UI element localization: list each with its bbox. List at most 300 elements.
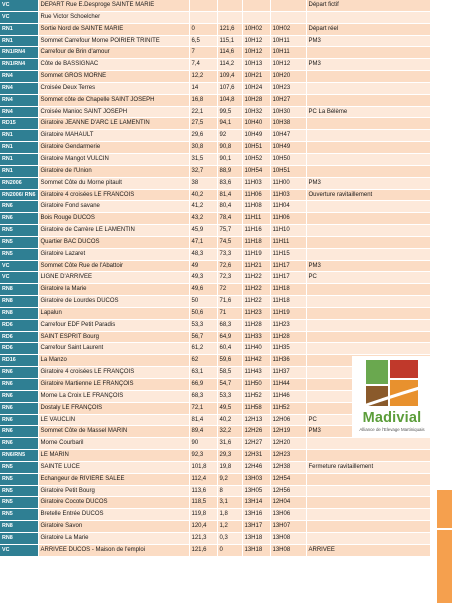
route-code-cell: RN6 (0, 402, 38, 414)
km-done-cell: 49,6 (189, 284, 217, 296)
time-slow-cell: 10H47 (270, 130, 306, 142)
location-cell: Sommet Côte de Massel MARIN (38, 426, 189, 438)
table-row (0, 47, 430, 59)
location-cell: Giratoire de Carrère LE LAMENTIN (38, 225, 189, 237)
note-cell: PC (306, 272, 430, 284)
note-cell: PM3 (306, 59, 430, 71)
route-code-cell: RN4 (0, 94, 38, 106)
time-fast-cell: 12H31 (242, 450, 270, 462)
km-done-cell: 16,8 (189, 94, 217, 106)
time-fast-cell: 11H11 (242, 213, 270, 225)
km-done-cell: 53,3 (189, 319, 217, 331)
time-fast-cell: 12H13 (242, 414, 270, 426)
km-done-cell: 68,3 (189, 390, 217, 402)
km-done-cell: 14 (189, 82, 217, 94)
location-cell: Sommet Côte du Morne pitault (38, 177, 189, 189)
time-fast-cell: 11H40 (242, 343, 270, 355)
km-left-cell: 60,4 (217, 343, 242, 355)
time-fast-cell: 10H12 (242, 35, 270, 47)
location-cell: Carrefour Saint Laurent (38, 343, 189, 355)
note-cell (306, 284, 430, 296)
note-cell: PM3 (306, 177, 430, 189)
route-code-cell: RN1 (0, 23, 38, 35)
km-done-cell: 47,1 (189, 236, 217, 248)
time-fast-cell: 10H32 (242, 106, 270, 118)
location-cell: Giratoire Gendarmerie (38, 142, 189, 154)
table-row (0, 296, 430, 308)
time-slow-cell: 10H49 (270, 142, 306, 154)
location-cell: LIGNE D'ARRIVEE (38, 272, 189, 284)
km-done-cell: 41,2 (189, 201, 217, 213)
time-fast-cell: 13H17 (242, 521, 270, 533)
km-done-cell: 120,4 (189, 521, 217, 533)
location-cell: Sortie Nord de SAINTE MARIE (38, 23, 189, 35)
time-fast-cell: 11H33 (242, 331, 270, 343)
time-slow-cell: 13H08 (270, 544, 306, 556)
time-slow-cell: 12H06 (270, 414, 306, 426)
km-done-cell: 22,1 (189, 106, 217, 118)
location-cell: Côte de BASSIGNAC (38, 59, 189, 71)
location-cell: Giratoire JEANNE D'ARC LE LAMENTIN (38, 118, 189, 130)
table-row (0, 331, 430, 343)
route-code-cell: RN8 (0, 307, 38, 319)
route-code-cell: RN4 (0, 82, 38, 94)
table-row (0, 213, 430, 225)
note-cell (306, 319, 430, 331)
km-done-cell: 7 (189, 47, 217, 59)
km-done-cell: 38 (189, 177, 217, 189)
km-left-cell: 64,9 (217, 331, 242, 343)
table-row (0, 142, 430, 154)
route-code-cell: RN6 (0, 201, 38, 213)
km-left-cell: 78,4 (217, 213, 242, 225)
time-fast-cell: 13H14 (242, 497, 270, 509)
location-cell: Giratoire Fond savane (38, 201, 189, 213)
route-code-cell: RD16 (0, 355, 38, 367)
time-fast-cell: 11H08 (242, 201, 270, 213)
table-row (0, 153, 430, 165)
table-row (0, 225, 430, 237)
time-fast-cell: 13H18 (242, 532, 270, 544)
time-fast-cell: 10H21 (242, 71, 270, 83)
route-code-cell: RN8 (0, 532, 38, 544)
km-done-cell: 40,2 (189, 189, 217, 201)
km-done-cell: 12,2 (189, 71, 217, 83)
table-row (0, 307, 430, 319)
location-cell: Giratoire la Marie (38, 284, 189, 296)
time-fast-cell: 12H26 (242, 426, 270, 438)
time-slow-cell: 10H23 (270, 82, 306, 94)
note-cell (306, 473, 430, 485)
km-done-cell: 66,9 (189, 379, 217, 391)
location-cell: Carrefour EDF Petit Paradis (38, 319, 189, 331)
note-cell (306, 532, 430, 544)
time-fast-cell: 11H23 (242, 307, 270, 319)
location-cell: Giratoire Petit Bourg (38, 485, 189, 497)
time-fast-cell: 11H58 (242, 402, 270, 414)
km-left-cell: 115,1 (217, 35, 242, 47)
table-row (0, 106, 430, 118)
route-code-cell: RD6 (0, 343, 38, 355)
note-cell: Fermeture ravitaillement (306, 461, 430, 473)
time-slow-cell: 12H20 (270, 438, 306, 450)
km-left-cell: 72,3 (217, 272, 242, 284)
route-code-cell: VC (0, 544, 38, 556)
location-cell: SAINT ESPRIT Bourg (38, 331, 189, 343)
time-slow-cell: 11H17 (270, 260, 306, 272)
time-slow-cell: 10H27 (270, 94, 306, 106)
location-cell: Giratoire de l'Union (38, 165, 189, 177)
time-fast-cell: 10H51 (242, 142, 270, 154)
table-row (0, 11, 430, 23)
note-cell (306, 236, 430, 248)
route-code-cell: RN5 (0, 509, 38, 521)
note-cell (306, 153, 430, 165)
table-row (0, 485, 430, 497)
note-cell (306, 142, 430, 154)
table-row (0, 59, 430, 71)
route-code-cell: VC (0, 11, 38, 23)
route-code-cell: VC (0, 260, 38, 272)
km-left-cell: 71,6 (217, 296, 242, 308)
location-cell: Sommet côte de Chapelle SAINT JOSEPH (38, 94, 189, 106)
km-left-cell: 90,8 (217, 142, 242, 154)
time-slow-cell: 11H23 (270, 319, 306, 331)
table-row (0, 118, 430, 130)
time-slow-cell: 11H03 (270, 189, 306, 201)
km-left-cell: 80,4 (217, 201, 242, 213)
location-cell: Giratoire Mangot VULCIN (38, 153, 189, 165)
location-cell: Morne Courbaril (38, 438, 189, 450)
km-done-cell: 62 (189, 355, 217, 367)
location-cell: Giratoire Cocote DUCOS (38, 497, 189, 509)
time-slow-cell: 11H11 (270, 236, 306, 248)
time-slow-cell: 11H17 (270, 272, 306, 284)
note-cell: PC (306, 414, 430, 426)
madivial-logo (352, 356, 432, 438)
note-cell (306, 11, 430, 23)
time-fast-cell: 11H06 (242, 189, 270, 201)
km-done-cell: 81,4 (189, 414, 217, 426)
time-slow-cell (270, 11, 306, 23)
table-row (0, 201, 430, 213)
route-code-cell: RN6 (0, 438, 38, 450)
location-cell: Bois Rouge DUCOS (38, 213, 189, 225)
time-fast-cell: 11H18 (242, 236, 270, 248)
route-code-cell: RN5 (0, 461, 38, 473)
time-slow-cell: 11H44 (270, 379, 306, 391)
location-cell: Sommet Carrefour Morne POIRIER TRINITE (38, 35, 189, 47)
km-done-cell: 72,1 (189, 402, 217, 414)
time-fast-cell: 13H16 (242, 509, 270, 521)
time-slow-cell: 11H00 (270, 177, 306, 189)
note-cell (306, 307, 430, 319)
km-left-cell: 31,6 (217, 438, 242, 450)
note-cell: PM3 (306, 35, 430, 47)
km-done-cell: 0 (189, 23, 217, 35)
km-done-cell: 30,8 (189, 142, 217, 154)
table-row (0, 130, 430, 142)
km-left-cell: 88,9 (217, 165, 242, 177)
time-fast-cell: 11H22 (242, 296, 270, 308)
location-cell: LE MARIN (38, 450, 189, 462)
note-cell: Départ réel (306, 23, 430, 35)
time-slow-cell: 10H38 (270, 118, 306, 130)
location-cell: Lapalun (38, 307, 189, 319)
time-slow-cell: 10H20 (270, 71, 306, 83)
km-done-cell: 89,4 (189, 426, 217, 438)
time-slow-cell (270, 0, 306, 11)
time-slow-cell: 11H28 (270, 331, 306, 343)
km-left-cell (217, 11, 242, 23)
logo-mark-icon (352, 356, 432, 410)
route-code-cell: RN1 (0, 130, 38, 142)
time-fast-cell: 11H52 (242, 390, 270, 402)
table-row (0, 521, 430, 533)
time-slow-cell: 12H23 (270, 450, 306, 462)
note-cell: Ouverture ravitaillement (306, 189, 430, 201)
note-cell (306, 118, 430, 130)
time-slow-cell: 11H35 (270, 343, 306, 355)
table-row (0, 532, 430, 544)
route-code-cell: RN5 (0, 248, 38, 260)
time-fast-cell: 11H43 (242, 367, 270, 379)
km-done-cell (189, 11, 217, 23)
km-left-cell: 9,2 (217, 473, 242, 485)
route-code-cell: RN8 (0, 521, 38, 533)
km-done-cell: 61,2 (189, 343, 217, 355)
note-cell: PM3 (306, 260, 430, 272)
time-slow-cell: 11H46 (270, 390, 306, 402)
route-code-cell: RN6 (0, 213, 38, 225)
note-cell (306, 521, 430, 533)
location-cell: Carrefour de Brin d'amour (38, 47, 189, 59)
km-left-cell: 1,8 (217, 509, 242, 521)
logo-square-red (390, 360, 418, 378)
note-cell (306, 71, 430, 83)
time-fast-cell: 11H22 (242, 272, 270, 284)
route-code-cell: RN6 (0, 426, 38, 438)
table-row (0, 272, 430, 284)
location-cell: Giratoire Martienne LE FRANÇOIS (38, 379, 189, 391)
note-cell (306, 47, 430, 59)
km-left-cell: 40,2 (217, 414, 242, 426)
route-code-cell: RN1 (0, 142, 38, 154)
time-fast-cell: 10H12 (242, 47, 270, 59)
km-left-cell: 72,6 (217, 260, 242, 272)
time-slow-cell: 10H30 (270, 106, 306, 118)
time-slow-cell: 11H10 (270, 225, 306, 237)
route-code-cell: RN2006/ RN6 (0, 189, 38, 201)
location-cell: Croisée Deux Terres (38, 82, 189, 94)
time-fast-cell: 11H42 (242, 355, 270, 367)
table-row (0, 23, 430, 35)
time-fast-cell: 11H03 (242, 177, 270, 189)
note-cell: ARRIVEE (306, 544, 430, 556)
route-code-cell: VC (0, 0, 38, 11)
km-left-cell: 121,6 (217, 23, 242, 35)
km-left-cell: 19,8 (217, 461, 242, 473)
note-cell (306, 94, 430, 106)
time-fast-cell: 10H54 (242, 165, 270, 177)
table-row (0, 544, 430, 556)
table-row (0, 473, 430, 485)
route-code-cell: VC (0, 272, 38, 284)
time-fast-cell: 11H21 (242, 260, 270, 272)
time-slow-cell: 12H38 (270, 461, 306, 473)
km-done-cell: 49 (189, 260, 217, 272)
km-left-cell: 109,4 (217, 71, 242, 83)
note-cell (306, 485, 430, 497)
km-done-cell: 6,5 (189, 35, 217, 47)
note-cell: PM3 (306, 426, 430, 438)
route-code-cell: RN6/RN5 (0, 450, 38, 462)
table-row (0, 82, 430, 94)
time-fast-cell: 10H02 (242, 23, 270, 35)
note-cell (306, 213, 430, 225)
note-cell: Départ fictif (306, 0, 430, 11)
km-left-cell: 71 (217, 307, 242, 319)
time-slow-cell: 11H36 (270, 355, 306, 367)
time-fast-cell: 12H27 (242, 438, 270, 450)
table-row (0, 284, 430, 296)
table-row (0, 71, 430, 83)
time-fast-cell: 10H28 (242, 94, 270, 106)
km-done-cell: 56,7 (189, 331, 217, 343)
time-fast-cell: 11H16 (242, 225, 270, 237)
route-code-cell: RN5 (0, 497, 38, 509)
time-fast-cell: 13H03 (242, 473, 270, 485)
km-left-cell: 54,7 (217, 379, 242, 391)
time-slow-cell: 11H19 (270, 307, 306, 319)
time-fast-cell (242, 11, 270, 23)
time-slow-cell: 11H06 (270, 213, 306, 225)
location-cell: ARRIVEE DUCOS - Maison de l'emploi (38, 544, 189, 556)
route-code-cell: RN8 (0, 296, 38, 308)
km-left-cell: 29,3 (217, 450, 242, 462)
table-row (0, 260, 430, 272)
time-slow-cell: 13H08 (270, 532, 306, 544)
location-cell: Giratoire La Marie (38, 532, 189, 544)
location-cell: Giratoire Savon (38, 521, 189, 533)
km-left-cell: 99,5 (217, 106, 242, 118)
km-left-cell: 59,6 (217, 355, 242, 367)
km-done-cell: 119,8 (189, 509, 217, 521)
time-slow-cell: 10H51 (270, 165, 306, 177)
location-cell: Croisée Manioc SAINT JOSEPH (38, 106, 189, 118)
time-fast-cell (242, 0, 270, 11)
note-cell (306, 343, 430, 355)
route-code-cell: RN4 (0, 71, 38, 83)
km-left-cell: 90,1 (217, 153, 242, 165)
time-slow-cell: 11H15 (270, 248, 306, 260)
time-slow-cell: 10H12 (270, 59, 306, 71)
page-edge-accent-bottom (437, 530, 452, 603)
km-left-cell: 8 (217, 485, 242, 497)
route-code-cell: RN2006 (0, 177, 38, 189)
km-done-cell: 27,5 (189, 118, 217, 130)
time-slow-cell: 10H50 (270, 153, 306, 165)
km-left-cell: 81,4 (217, 189, 242, 201)
km-done-cell: 121,6 (189, 544, 217, 556)
location-cell: Giratoire MAHAULT (38, 130, 189, 142)
km-done-cell: 29,6 (189, 130, 217, 142)
logo-square-green (366, 360, 388, 384)
km-done-cell: 43,2 (189, 213, 217, 225)
route-code-cell: RN4 (0, 106, 38, 118)
logo-tagline: Alliance de l'Elevage Martiniquais (359, 427, 425, 432)
table-row (0, 248, 430, 260)
km-left-cell: 53,3 (217, 390, 242, 402)
km-left-cell: 49,5 (217, 402, 242, 414)
km-done-cell (189, 0, 217, 11)
table-row (0, 189, 430, 201)
km-done-cell: 50 (189, 296, 217, 308)
time-slow-cell: 11H37 (270, 367, 306, 379)
note-cell (306, 450, 430, 462)
note-cell (306, 438, 430, 450)
time-fast-cell: 11H28 (242, 319, 270, 331)
note-cell (306, 497, 430, 509)
location-cell: Morne La Croix LE FRANÇOIS (38, 390, 189, 402)
note-cell (306, 331, 430, 343)
logo-brand-name: Madivial (362, 410, 422, 426)
km-left-cell: 104,8 (217, 94, 242, 106)
km-left-cell: 32,2 (217, 426, 242, 438)
km-done-cell: 31,5 (189, 153, 217, 165)
time-slow-cell: 10H02 (270, 23, 306, 35)
location-cell: LE VAUCLIN (38, 414, 189, 426)
km-done-cell: 90 (189, 438, 217, 450)
km-left-cell: 83,6 (217, 177, 242, 189)
table-row (0, 236, 430, 248)
route-code-cell: RN1/RN4 (0, 59, 38, 71)
time-fast-cell: 10H13 (242, 59, 270, 71)
location-cell: Echangeur de RIVIERE SALEE (38, 473, 189, 485)
route-code-cell: RN5 (0, 473, 38, 485)
km-left-cell: 114,2 (217, 59, 242, 71)
time-slow-cell: 10H11 (270, 47, 306, 59)
table-row (0, 497, 430, 509)
time-slow-cell: 12H04 (270, 497, 306, 509)
time-fast-cell: 11H50 (242, 379, 270, 391)
location-cell: Sommet Côte Rue de l'Abattoir (38, 260, 189, 272)
km-left-cell: 0 (217, 544, 242, 556)
km-done-cell: 32,7 (189, 165, 217, 177)
route-code-cell: RN6 (0, 414, 38, 426)
table-row (0, 94, 430, 106)
route-code-cell: RN5 (0, 225, 38, 237)
time-fast-cell: 10H40 (242, 118, 270, 130)
time-fast-cell: 11H19 (242, 248, 270, 260)
time-fast-cell: 10H52 (242, 153, 270, 165)
route-code-cell: RN5 (0, 485, 38, 497)
table-row (0, 319, 430, 331)
time-slow-cell: 12H54 (270, 473, 306, 485)
route-code-cell: RN1 (0, 35, 38, 47)
route-code-cell: RN1/RN4 (0, 47, 38, 59)
route-code-cell: RN6 (0, 367, 38, 379)
km-left-cell: 114,6 (217, 47, 242, 59)
km-done-cell: 118,5 (189, 497, 217, 509)
route-code-cell: RD6 (0, 331, 38, 343)
note-cell (306, 130, 430, 142)
km-done-cell: 48,3 (189, 248, 217, 260)
table-row (0, 35, 430, 47)
km-left-cell: 94,1 (217, 118, 242, 130)
time-slow-cell: 11H04 (270, 201, 306, 213)
note-cell (306, 201, 430, 213)
